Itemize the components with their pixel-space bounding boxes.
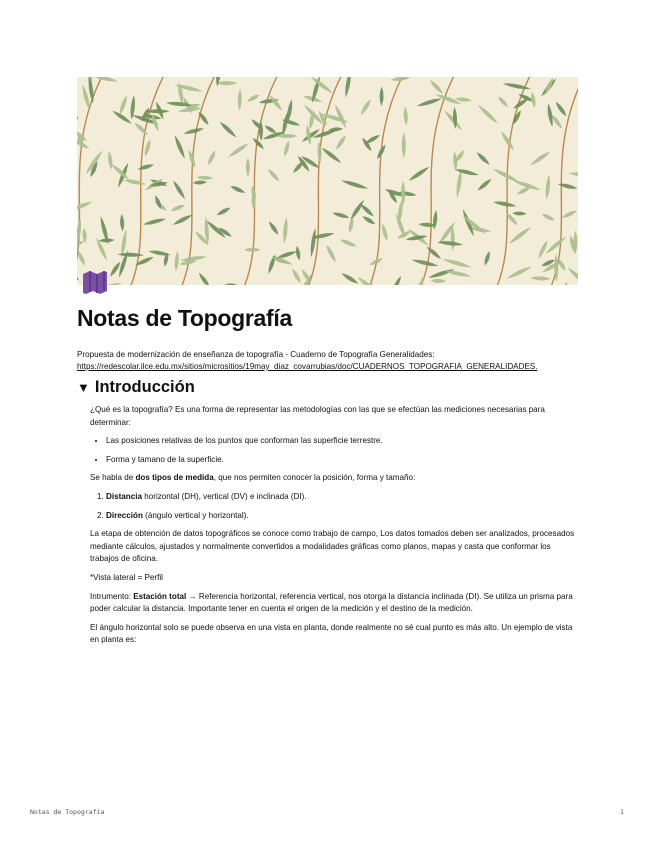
toggle-arrow-icon[interactable]: ▼ (77, 380, 90, 395)
paragraph-question: ¿Qué es la topografía? Es una forma de representar las metodologías con las que se efectúan las mediciones necesarias para determinar: (90, 405, 545, 427)
text-span: (ángulo vertical y horizontal). (142, 510, 249, 520)
text-span: Se habla de (90, 473, 136, 483)
bold-text: Dirección (106, 510, 143, 520)
section-heading: Introducción (94, 378, 195, 396)
paragraph-plan-view: El ángulo horizontal solo se puede observa en una vista en planta, donde realmente no sé cual punto es más alto. Un ejemplo de vista en planta es: (90, 622, 573, 645)
numbered-list (90, 491, 578, 522)
text-span: , que nos permiten conocer la posición, forma y tamaño: (213, 473, 416, 483)
willow-pattern (77, 77, 578, 285)
bold-text: Distancia (106, 491, 142, 501)
list-item: • Las posiciones relativas de los puntos que conforman las superficie terrestre. (106, 435, 578, 448)
text-span: horizontal (DH), vertical (DV) e inclinada (DI). (142, 491, 307, 501)
text-span: Intrumento: (90, 591, 134, 601)
page-number: 1 (620, 808, 624, 816)
map-icon (81, 270, 109, 294)
intro-paragraph (77, 349, 587, 373)
paragraph-measures (90, 472, 578, 485)
bold-text: Estación total (133, 591, 187, 601)
list-item (106, 510, 578, 523)
introduccion-toggle[interactable] (77, 378, 195, 397)
paragraph-instrument (90, 591, 578, 616)
list-item: • Forma y tamano de la superficie. (106, 454, 578, 467)
text-span: → Referencia horizontal, referencia vertical, nos otorga la distancia inclinada (DI). Se utiliza un prisma para poder calcular la distancia. Importante tener en cuenta el origen de la medición y el destino de la medición. (90, 591, 573, 614)
source-link[interactable]: https://redescolar.ilce.edu.mx/sitios/micrositios/19may_diaz_covarrubias/doc/CUADERNOS_TOPOGRAFIA_GENERALIDADES. (77, 362, 538, 371)
footer-title: Notas de Topografía (30, 808, 105, 816)
paragraph-lateral-view: *Vista lateral = Perfil (90, 572, 163, 582)
bold-text: dos tipos de medida (135, 473, 214, 483)
list-item (106, 491, 578, 504)
intro-text: Propuesta de modernización de enseñanza de topografía - Cuaderno de Topografía Generalidades: (77, 350, 435, 359)
bullet-list (90, 435, 578, 466)
page-title: Notas de Topografía (77, 305, 292, 331)
section-content (90, 404, 578, 653)
paragraph-fieldwork: La etapa de obtención de datos topográficos se conoce como trabajo de campo, Los datos tomados deben ser analizados, procesados mediante cálculos, ajustados y normalmente convertidos a modalidades gráficas como planos, mapas y casta que conformar los trabajos de oficina. (90, 529, 575, 564)
cover-image (77, 77, 578, 285)
